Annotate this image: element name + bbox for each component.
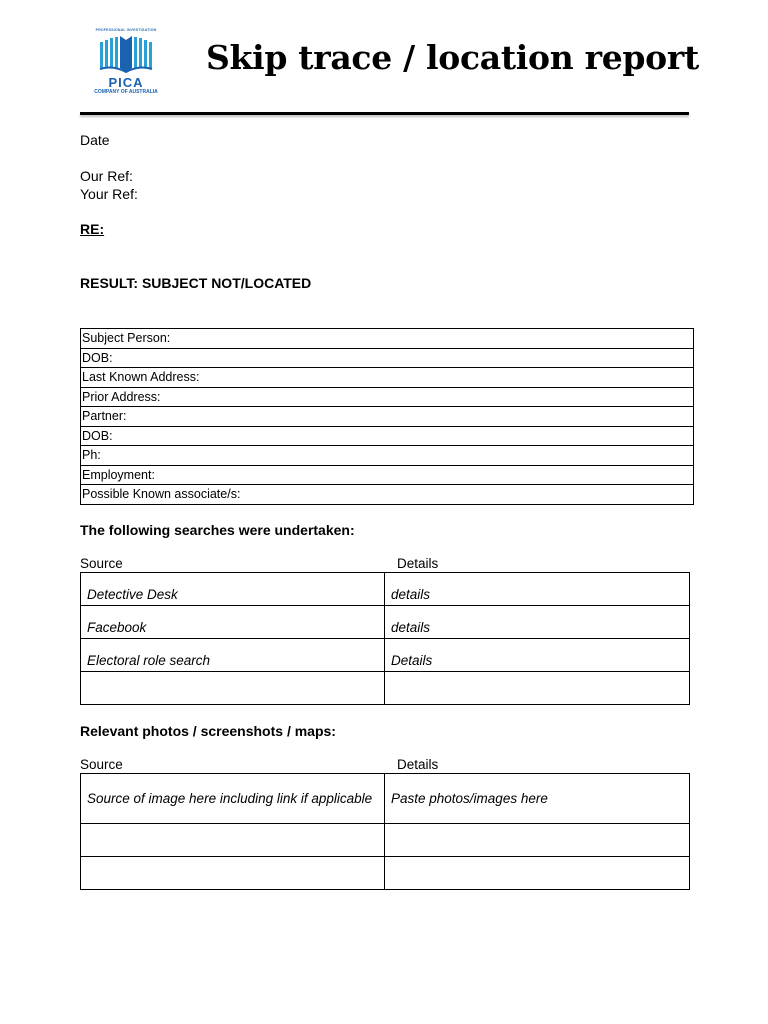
search-source-cell[interactable]: Facebook: [81, 606, 385, 639]
table-row: [81, 348, 694, 368]
subject-person-cell[interactable]: Subject Person:: [81, 329, 694, 349]
search-details-cell[interactable]: details: [385, 573, 690, 606]
table-row: [81, 485, 694, 505]
table-row: [81, 426, 694, 446]
search-details-cell[interactable]: Details: [385, 639, 690, 672]
search-details-cell[interactable]: [385, 672, 690, 705]
table-row: [81, 465, 694, 485]
table-row: [81, 387, 694, 407]
phone-cell[interactable]: Ph:: [81, 446, 694, 466]
employment-cell[interactable]: Employment:: [81, 465, 694, 485]
photo-source-cell[interactable]: [81, 857, 385, 890]
photo-source-cell[interactable]: Source of image here including link if applicable: [81, 774, 385, 824]
search-source-cell[interactable]: Detective Desk: [81, 573, 385, 606]
photo-source-cell[interactable]: [81, 824, 385, 857]
your-ref-label: Your Ref:: [80, 186, 138, 202]
photo-details-cell[interactable]: [385, 824, 690, 857]
logo-subtitle: COMPANY OF AUSTRALIA: [94, 89, 158, 95]
search-source-cell[interactable]: [81, 672, 385, 705]
date-label: Date: [80, 132, 110, 148]
dob-cell[interactable]: DOB:: [81, 348, 694, 368]
logo-brand: PICA: [108, 75, 144, 90]
table-row: [81, 672, 690, 705]
subject-details-table: [80, 328, 694, 505]
photos-details-header: Details: [397, 757, 439, 772]
logo-top-text: PROFESSIONAL INVESTIGATION: [95, 28, 157, 32]
partner-cell[interactable]: Partner:: [81, 407, 694, 427]
photos-source-header: Source: [80, 757, 123, 772]
table-row: [81, 407, 694, 427]
known-associates-cell[interactable]: Possible Known associate/s:: [81, 485, 694, 505]
last-known-address-cell[interactable]: Last Known Address:: [81, 368, 694, 388]
table-row: [81, 446, 694, 466]
searches-source-header: Source: [80, 556, 123, 571]
photos-table: [80, 773, 690, 890]
photo-details-cell[interactable]: [385, 857, 690, 890]
searches-details-header: Details: [397, 556, 439, 571]
prior-address-cell[interactable]: Prior Address:: [81, 387, 694, 407]
open-book-icon: [98, 34, 154, 74]
result-line: RESULT: SUBJECT NOT/LOCATED: [80, 275, 312, 291]
header-divider: [80, 112, 689, 115]
table-row: [81, 639, 690, 672]
table-row: [81, 857, 690, 890]
photos-heading: Relevant photos / screenshots / maps:: [80, 723, 336, 739]
searches-heading: The following searches were undertaken:: [80, 522, 355, 538]
table-row: [81, 368, 694, 388]
photo-details-cell[interactable]: Paste photos/images here: [385, 774, 690, 824]
search-source-cell[interactable]: Electoral role search: [81, 639, 385, 672]
table-row: [81, 774, 690, 824]
searches-table: [80, 572, 690, 705]
table-row: [81, 824, 690, 857]
page-title: Skip trace / location report: [206, 38, 699, 77]
our-ref-label: Our Ref:: [80, 168, 133, 184]
table-row: [81, 329, 694, 349]
table-row: [81, 573, 690, 606]
table-row: [81, 606, 690, 639]
re-label: RE:: [80, 221, 105, 237]
search-details-cell[interactable]: details: [385, 606, 690, 639]
partner-dob-cell[interactable]: DOB:: [81, 426, 694, 446]
company-logo: [86, 28, 166, 98]
